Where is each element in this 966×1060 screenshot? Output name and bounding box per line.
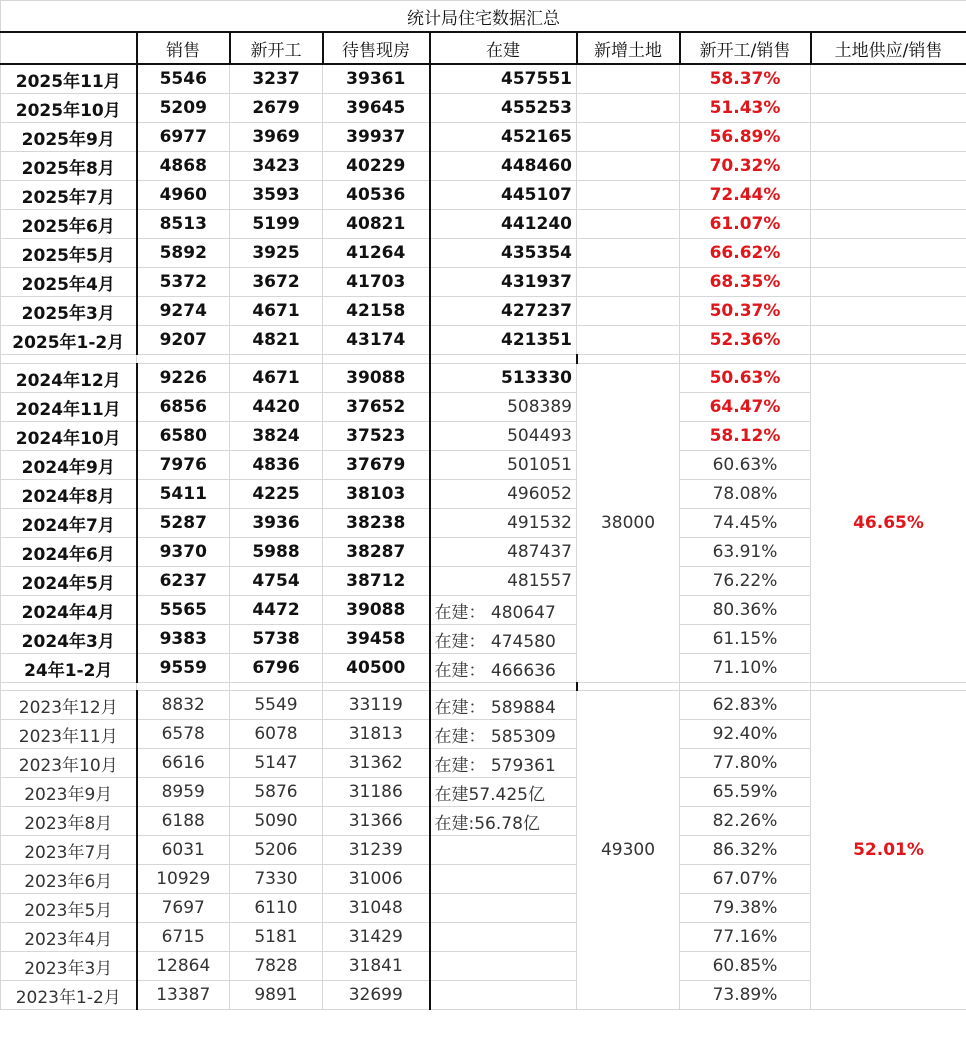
new-land-cell[interactable] [577, 268, 680, 297]
new-start-cell[interactable]: 5199 [230, 210, 323, 239]
under-construction-cell[interactable]: 508389 [430, 393, 577, 422]
new-start-cell[interactable]: 6078 [230, 720, 323, 749]
month-cell[interactable]: 2025年5月 [1, 239, 137, 268]
unsold-cell[interactable]: 39361 [323, 64, 430, 94]
month-cell[interactable]: 2024年5月 [1, 567, 137, 596]
under-construction-cell[interactable]: 481557 [430, 567, 577, 596]
separator-row [1, 683, 966, 691]
ratio-cell[interactable]: 79.38% [680, 894, 811, 923]
sales-cell[interactable]: 13387 [137, 981, 230, 1010]
under-construction-cell[interactable]: 441240 [430, 210, 577, 239]
header-cell[interactable]: 土地供应/销售 [811, 32, 966, 64]
unsold-cell[interactable]: 39458 [323, 625, 430, 654]
unsold-cell[interactable]: 39937 [323, 123, 430, 152]
under-construction-cell[interactable]: 在建： 466636 [430, 654, 577, 683]
new-start-cell[interactable]: 5181 [230, 923, 323, 952]
under-construction-cell[interactable]: 在建： 474580 [430, 625, 577, 654]
table-row [1, 181, 966, 210]
month-cell[interactable]: 2023年1-2月 [1, 981, 137, 1010]
under-construction-cell[interactable] [430, 923, 577, 952]
empty-cell[interactable] [577, 355, 680, 364]
ratio-cell[interactable]: 64.47% [680, 393, 811, 422]
ratio-cell[interactable]: 77.16% [680, 923, 811, 952]
unsold-cell[interactable]: 38103 [323, 480, 430, 509]
month-cell[interactable]: 2025年3月 [1, 297, 137, 326]
land-ratio-cell[interactable] [811, 297, 966, 326]
sales-cell[interactable]: 7976 [137, 451, 230, 480]
sales-cell[interactable]: 6031 [137, 836, 230, 865]
header-cell[interactable]: 新开工 [230, 32, 323, 64]
table-row [1, 210, 966, 239]
empty-cell[interactable] [323, 683, 430, 691]
under-construction-cell[interactable] [430, 894, 577, 923]
month-cell[interactable]: 2024年11月 [1, 393, 137, 422]
new-land-cell[interactable] [577, 152, 680, 181]
unsold-cell[interactable]: 31813 [323, 720, 430, 749]
header-cell[interactable]: 在建 [430, 32, 577, 64]
sales-cell[interactable]: 12864 [137, 952, 230, 981]
unsold-cell[interactable]: 37652 [323, 393, 430, 422]
ratio-cell[interactable]: 65.59% [680, 778, 811, 807]
under-construction-cell[interactable]: 487437 [430, 538, 577, 567]
new-start-cell[interactable]: 3925 [230, 239, 323, 268]
new-start-cell[interactable]: 6110 [230, 894, 323, 923]
land-ratio-cell[interactable]: 46.65% [811, 364, 966, 683]
header-cell[interactable]: 新增土地 [577, 32, 680, 64]
under-construction-cell[interactable]: 在建57.425亿 [430, 778, 577, 807]
new-start-cell[interactable]: 7828 [230, 952, 323, 981]
sales-cell[interactable]: 4868 [137, 152, 230, 181]
sales-cell[interactable]: 5565 [137, 596, 230, 625]
under-construction-cell[interactable] [430, 952, 577, 981]
unsold-cell[interactable]: 32699 [323, 981, 430, 1010]
unsold-cell[interactable]: 37679 [323, 451, 430, 480]
under-construction-cell[interactable]: 491532 [430, 509, 577, 538]
month-cell[interactable]: 2023年6月 [1, 865, 137, 894]
new-land-cell[interactable] [577, 326, 680, 355]
sales-cell[interactable]: 5209 [137, 94, 230, 123]
under-construction-cell[interactable]: 在建： 589884 [430, 691, 577, 720]
table-row [1, 691, 966, 720]
month-cell[interactable]: 2023年3月 [1, 952, 137, 981]
under-construction-cell[interactable]: 457551 [430, 64, 577, 94]
ratio-cell[interactable]: 80.36% [680, 596, 811, 625]
new-start-cell[interactable]: 4472 [230, 596, 323, 625]
ratio-cell[interactable]: 86.32% [680, 836, 811, 865]
new-start-cell[interactable]: 4420 [230, 393, 323, 422]
new-land-cell[interactable]: 38000 [577, 364, 680, 683]
sales-cell[interactable]: 6580 [137, 422, 230, 451]
sales-cell[interactable]: 8513 [137, 210, 230, 239]
header-cell[interactable] [1, 32, 137, 64]
ratio-cell[interactable]: 67.07% [680, 865, 811, 894]
new-start-cell[interactable]: 5738 [230, 625, 323, 654]
empty-cell[interactable] [430, 683, 577, 691]
land-ratio-cell[interactable] [811, 94, 966, 123]
unsold-cell[interactable]: 39088 [323, 364, 430, 393]
month-cell[interactable]: 2025年1-2月 [1, 326, 137, 355]
unsold-cell[interactable]: 33119 [323, 691, 430, 720]
ratio-cell[interactable]: 73.89% [680, 981, 811, 1010]
unsold-cell[interactable]: 31366 [323, 807, 430, 836]
month-cell[interactable]: 2025年7月 [1, 181, 137, 210]
sales-cell[interactable]: 5287 [137, 509, 230, 538]
land-ratio-cell[interactable] [811, 210, 966, 239]
empty-cell[interactable] [230, 683, 323, 691]
under-construction-cell[interactable]: 513330 [430, 364, 577, 393]
empty-cell[interactable] [430, 355, 577, 364]
empty-cell[interactable] [811, 355, 966, 364]
sales-cell[interactable]: 10929 [137, 865, 230, 894]
under-construction-cell[interactable]: 在建： 579361 [430, 749, 577, 778]
ratio-cell[interactable]: 76.22% [680, 567, 811, 596]
ratio-cell[interactable]: 68.35% [680, 268, 811, 297]
month-cell[interactable]: 2025年9月 [1, 123, 137, 152]
unsold-cell[interactable]: 31186 [323, 778, 430, 807]
ratio-cell[interactable]: 70.32% [680, 152, 811, 181]
unsold-cell[interactable]: 38287 [323, 538, 430, 567]
unsold-cell[interactable]: 40821 [323, 210, 430, 239]
new-land-cell[interactable] [577, 210, 680, 239]
sales-cell[interactable]: 5892 [137, 239, 230, 268]
sales-cell[interactable]: 5411 [137, 480, 230, 509]
ratio-cell[interactable]: 72.44% [680, 181, 811, 210]
unsold-cell[interactable]: 43174 [323, 326, 430, 355]
new-land-cell[interactable] [577, 123, 680, 152]
sales-cell[interactable]: 5372 [137, 268, 230, 297]
under-construction-cell[interactable] [430, 981, 577, 1010]
land-ratio-cell[interactable] [811, 268, 966, 297]
ratio-cell[interactable]: 50.37% [680, 297, 811, 326]
new-start-cell[interactable]: 4821 [230, 326, 323, 355]
ratio-cell[interactable]: 50.63% [680, 364, 811, 393]
sales-cell[interactable]: 6715 [137, 923, 230, 952]
unsold-cell[interactable]: 40536 [323, 181, 430, 210]
unsold-cell[interactable]: 41703 [323, 268, 430, 297]
header-cell[interactable]: 销售 [137, 32, 230, 64]
ratio-cell[interactable]: 51.43% [680, 94, 811, 123]
under-construction-cell[interactable]: 在建： 585309 [430, 720, 577, 749]
month-cell[interactable]: 2024年9月 [1, 451, 137, 480]
table-row [1, 152, 966, 181]
sales-cell[interactable]: 9226 [137, 364, 230, 393]
new-start-cell[interactable]: 3672 [230, 268, 323, 297]
new-start-cell[interactable]: 3237 [230, 64, 323, 94]
month-cell[interactable]: 2025年8月 [1, 152, 137, 181]
sales-cell[interactable]: 6856 [137, 393, 230, 422]
sales-cell[interactable]: 9383 [137, 625, 230, 654]
new-start-cell[interactable]: 5206 [230, 836, 323, 865]
under-construction-cell[interactable]: 452165 [430, 123, 577, 152]
month-cell[interactable]: 2025年4月 [1, 268, 137, 297]
sales-cell[interactable]: 4960 [137, 181, 230, 210]
table-row [1, 297, 966, 326]
under-construction-cell[interactable]: 496052 [430, 480, 577, 509]
sales-cell[interactable]: 8959 [137, 778, 230, 807]
new-start-cell[interactable]: 3936 [230, 509, 323, 538]
new-start-cell[interactable]: 4836 [230, 451, 323, 480]
under-construction-cell[interactable]: 501051 [430, 451, 577, 480]
table-row [1, 239, 966, 268]
header-row [1, 32, 966, 64]
sales-cell[interactable]: 9370 [137, 538, 230, 567]
month-cell[interactable]: 2023年8月 [1, 807, 137, 836]
empty-cell[interactable] [1, 355, 137, 364]
under-construction-cell[interactable]: 435354 [430, 239, 577, 268]
month-cell[interactable]: 24年1-2月 [1, 654, 137, 683]
under-construction-cell[interactable] [430, 865, 577, 894]
new-land-cell[interactable]: 49300 [577, 691, 680, 1010]
unsold-cell[interactable]: 38238 [323, 509, 430, 538]
empty-cell[interactable] [680, 355, 811, 364]
table-row [1, 326, 966, 355]
unsold-cell[interactable]: 42158 [323, 297, 430, 326]
ratio-cell[interactable]: 77.80% [680, 749, 811, 778]
new-start-cell[interactable]: 4671 [230, 364, 323, 393]
unsold-cell[interactable]: 39645 [323, 94, 430, 123]
under-construction-cell[interactable]: 431937 [430, 268, 577, 297]
table-row [1, 123, 966, 152]
month-cell[interactable]: 2024年4月 [1, 596, 137, 625]
new-start-cell[interactable]: 4225 [230, 480, 323, 509]
new-start-cell[interactable]: 7330 [230, 865, 323, 894]
new-start-cell[interactable]: 5147 [230, 749, 323, 778]
table-row [1, 268, 966, 297]
month-cell[interactable]: 2025年10月 [1, 94, 137, 123]
under-construction-cell[interactable]: 455253 [430, 94, 577, 123]
month-cell[interactable]: 2024年10月 [1, 422, 137, 451]
unsold-cell[interactable]: 31048 [323, 894, 430, 923]
unsold-cell[interactable]: 31006 [323, 865, 430, 894]
new-land-cell[interactable] [577, 297, 680, 326]
sales-cell[interactable]: 9207 [137, 326, 230, 355]
land-ratio-cell[interactable] [811, 123, 966, 152]
sales-cell[interactable]: 9274 [137, 297, 230, 326]
under-construction-cell[interactable] [430, 836, 577, 865]
new-start-cell[interactable]: 3593 [230, 181, 323, 210]
ratio-cell[interactable]: 61.07% [680, 210, 811, 239]
table-title[interactable]: 统计局住宅数据汇总 [1, 1, 966, 33]
unsold-cell[interactable]: 31429 [323, 923, 430, 952]
new-start-cell[interactable]: 5988 [230, 538, 323, 567]
header-cell[interactable]: 待售现房 [323, 32, 430, 64]
ratio-cell[interactable]: 56.89% [680, 123, 811, 152]
header-cell[interactable]: 新开工/销售 [680, 32, 811, 64]
ratio-cell[interactable]: 60.63% [680, 451, 811, 480]
month-cell[interactable]: 2023年11月 [1, 720, 137, 749]
month-cell[interactable]: 2023年5月 [1, 894, 137, 923]
empty-cell[interactable] [137, 355, 230, 364]
separator-row [1, 355, 966, 364]
land-ratio-cell[interactable] [811, 181, 966, 210]
empty-cell[interactable] [137, 683, 230, 691]
new-land-cell[interactable] [577, 94, 680, 123]
empty-cell[interactable] [680, 683, 811, 691]
table-row [1, 364, 966, 393]
new-start-cell[interactable]: 5090 [230, 807, 323, 836]
unsold-cell[interactable]: 41264 [323, 239, 430, 268]
land-ratio-cell[interactable] [811, 326, 966, 355]
unsold-cell[interactable]: 40500 [323, 654, 430, 683]
new-land-cell[interactable] [577, 181, 680, 210]
new-land-cell[interactable] [577, 239, 680, 268]
under-construction-cell[interactable]: 504493 [430, 422, 577, 451]
sales-cell[interactable]: 6188 [137, 807, 230, 836]
land-ratio-cell[interactable] [811, 239, 966, 268]
ratio-cell[interactable]: 61.15% [680, 625, 811, 654]
under-construction-cell[interactable]: 427237 [430, 297, 577, 326]
new-start-cell[interactable]: 5549 [230, 691, 323, 720]
ratio-cell[interactable]: 78.08% [680, 480, 811, 509]
under-construction-cell[interactable]: 421351 [430, 326, 577, 355]
unsold-cell[interactable]: 38712 [323, 567, 430, 596]
ratio-cell[interactable]: 71.10% [680, 654, 811, 683]
land-ratio-cell[interactable]: 52.01% [811, 691, 966, 1010]
month-cell[interactable]: 2025年6月 [1, 210, 137, 239]
sales-cell[interactable]: 6977 [137, 123, 230, 152]
land-ratio-cell[interactable] [811, 152, 966, 181]
new-start-cell[interactable]: 4671 [230, 297, 323, 326]
ratio-cell[interactable]: 58.37% [680, 64, 811, 94]
new-start-cell[interactable]: 5876 [230, 778, 323, 807]
table-row [1, 94, 966, 123]
ratio-cell[interactable]: 52.36% [680, 326, 811, 355]
land-ratio-cell[interactable] [811, 64, 966, 94]
under-construction-cell[interactable]: 448460 [430, 152, 577, 181]
empty-cell[interactable] [811, 683, 966, 691]
month-cell[interactable]: 2024年7月 [1, 509, 137, 538]
sales-cell[interactable]: 6578 [137, 720, 230, 749]
sales-cell[interactable]: 8832 [137, 691, 230, 720]
new-start-cell[interactable]: 2679 [230, 94, 323, 123]
empty-cell[interactable] [323, 355, 430, 364]
month-cell[interactable]: 2023年9月 [1, 778, 137, 807]
month-cell[interactable]: 2023年10月 [1, 749, 137, 778]
ratio-cell[interactable]: 62.83% [680, 691, 811, 720]
month-cell[interactable]: 2023年12月 [1, 691, 137, 720]
unsold-cell[interactable]: 31362 [323, 749, 430, 778]
empty-cell[interactable] [1, 683, 137, 691]
under-construction-cell[interactable]: 在建:56.78亿 [430, 807, 577, 836]
sales-cell[interactable]: 6616 [137, 749, 230, 778]
sales-cell[interactable]: 9559 [137, 654, 230, 683]
ratio-cell[interactable]: 63.91% [680, 538, 811, 567]
under-construction-cell[interactable]: 在建： 480647 [430, 596, 577, 625]
month-cell[interactable]: 2024年8月 [1, 480, 137, 509]
unsold-cell[interactable]: 31841 [323, 952, 430, 981]
sales-cell[interactable]: 5546 [137, 64, 230, 94]
new-start-cell[interactable]: 4754 [230, 567, 323, 596]
unsold-cell[interactable]: 31239 [323, 836, 430, 865]
new-start-cell[interactable]: 6796 [230, 654, 323, 683]
month-cell[interactable]: 2023年4月 [1, 923, 137, 952]
month-cell[interactable]: 2024年3月 [1, 625, 137, 654]
table-row [1, 64, 966, 94]
month-cell[interactable]: 2024年12月 [1, 364, 137, 393]
ratio-cell[interactable]: 92.40% [680, 720, 811, 749]
month-cell[interactable]: 2023年7月 [1, 836, 137, 865]
new-start-cell[interactable]: 3969 [230, 123, 323, 152]
unsold-cell[interactable]: 37523 [323, 422, 430, 451]
ratio-cell[interactable]: 58.12% [680, 422, 811, 451]
new-start-cell[interactable]: 3423 [230, 152, 323, 181]
new-start-cell[interactable]: 3824 [230, 422, 323, 451]
new-start-cell[interactable]: 9891 [230, 981, 323, 1010]
ratio-cell[interactable]: 74.45% [680, 509, 811, 538]
sales-cell[interactable]: 6237 [137, 567, 230, 596]
ratio-cell[interactable]: 66.62% [680, 239, 811, 268]
sales-cell[interactable]: 7697 [137, 894, 230, 923]
empty-cell[interactable] [230, 355, 323, 364]
new-land-cell[interactable] [577, 64, 680, 94]
ratio-cell[interactable]: 60.85% [680, 952, 811, 981]
unsold-cell[interactable]: 40229 [323, 152, 430, 181]
under-construction-cell[interactable]: 445107 [430, 181, 577, 210]
month-cell[interactable]: 2024年6月 [1, 538, 137, 567]
ratio-cell[interactable]: 82.26% [680, 807, 811, 836]
unsold-cell[interactable]: 39088 [323, 596, 430, 625]
empty-cell[interactable] [577, 683, 680, 691]
month-cell[interactable]: 2025年11月 [1, 64, 137, 94]
